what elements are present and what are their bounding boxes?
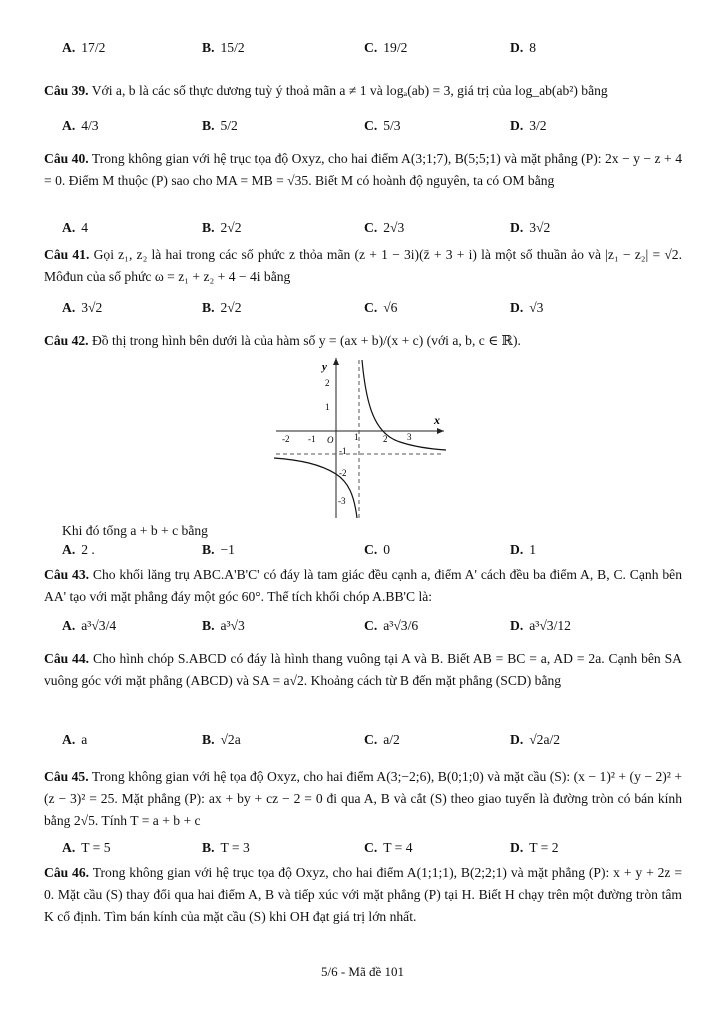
option-b: B. 5/2	[202, 118, 238, 133]
question-text: Trong không gian với hệ trục tọa độ Oxyz, cho hai điểm A(3;1;7), B(5;5;1) và mặt phẳng (P): 2x − y − z + 4 = 0. Điểm M thuộc (P) sao cho MA = MB = √35. Biết M có hoành độ nguyên, ta có OM bằng	[44, 151, 682, 188]
x-tick-label: 3	[407, 432, 412, 442]
q40-options	[62, 220, 682, 246]
option-a: A. 3√2	[62, 300, 103, 315]
question-43	[44, 564, 682, 608]
question-44	[44, 648, 682, 692]
option-b: B. 15/2	[202, 40, 245, 55]
question-text: Gọi z₁, z₂ là hai trong các số phức z thỏa mãn (z + 1 − 3i)(z̄ + 3 + i) là một số thuần ảo và |z₁ − z₂| = √2. Môđun của số phức ω = z₁ + z₂ + 4 − 4i bằng	[44, 247, 682, 284]
option-b: B. a³√3	[202, 618, 245, 633]
x-tick-label: -1	[308, 434, 316, 444]
q38-options	[62, 40, 682, 66]
option-a: A. 4	[62, 220, 89, 235]
question-40	[44, 148, 682, 192]
y-tick-label: -2	[339, 468, 347, 478]
option-c: C. T = 4	[364, 840, 413, 855]
question-text: Trong không gian với hệ tọa độ Oxyz, cho hai điểm A(3;−2;6), B(0;1;0) và mặt cầu (S): (x − 1)² + (y − 2)² + (z − 3)² = 25. Mặt phẳng (P): ax + by + cz − 2 = 0 đi qua A, B và cắt (S) theo giao tuyến là đường tròn có bán kính bằng 2√5. Tính T = a + b + c	[44, 769, 682, 828]
question-42-followup	[62, 520, 682, 542]
option-d: D. √2a/2	[510, 732, 561, 747]
y-tick-label: 2	[325, 378, 330, 388]
option-b: B. −1	[202, 542, 235, 557]
option-c: C. 0	[364, 542, 391, 557]
option-d: D. 8	[510, 40, 537, 55]
option-d: D. T = 2	[510, 840, 559, 855]
option-c: C. 19/2	[364, 40, 408, 55]
question-label: Câu 43.	[44, 567, 90, 582]
q39-options	[62, 118, 682, 144]
y-tick-label: -1	[339, 446, 347, 456]
option-b: B. T = 3	[202, 840, 250, 855]
q41-options	[62, 300, 682, 326]
option-d: D. 1	[510, 542, 537, 557]
option-c: C. 2√3	[364, 220, 405, 235]
y-tick-label: 1	[325, 402, 330, 412]
option-c: C. a³√3/6	[364, 618, 419, 633]
curve-right-branch	[362, 360, 446, 450]
question-text: Trong không gian với hệ trục tọa độ Oxyz, cho hai điểm A(1;1;1), B(2;2;1) và mặt phẳng (P): x + y + 2z = 0. Mặt cầu (S) thay đổi qua hai điểm A, B và tiếp xúc với mặt phẳng (P) tại H. Biết H chạy trên một đường tròn tâm K cố định. Tìm bán kính của mặt cầu (S) khi OH đạt giá trị lớn nhất.	[44, 865, 682, 924]
question-label: Câu 42.	[44, 333, 89, 348]
option-b: B. 2√2	[202, 220, 242, 235]
option-b: B. √2a	[202, 732, 241, 747]
x-tick-label: 1	[354, 432, 359, 442]
option-d: D. a³√3/12	[510, 618, 571, 633]
question-text: Đồ thị trong hình bên dưới là của hàm số y = (ax + b)/(x + c) (với a, b, c ∈ ℝ).	[91, 333, 521, 348]
option-a: A. 4/3	[62, 118, 99, 133]
q43-options	[62, 618, 682, 644]
question-label: Câu 45.	[44, 769, 89, 784]
x-tick-label: 2	[383, 434, 388, 444]
option-c: C. a/2	[364, 732, 400, 747]
question-label: Câu 39.	[44, 83, 89, 98]
option-d: D. 3/2	[510, 118, 547, 133]
question-41	[44, 244, 682, 288]
question-text: Cho hình chóp S.ABCD có đáy là hình thang vuông tại A và B. Biết AB = BC = a, AD = 2a. Cạnh bên SA vuông góc với mặt phẳng (ABCD) và SA = a√2. Khoảng cách từ B đến mặt phẳng (SCD) bằng	[44, 651, 682, 688]
q44-options	[62, 732, 682, 758]
x-tick-label: -2	[282, 434, 290, 444]
origin-label: O	[327, 435, 334, 445]
function-graph	[270, 354, 450, 522]
question-text: Khi đó tổng a + b + c bằng	[62, 523, 208, 538]
option-c: C. 5/3	[364, 118, 401, 133]
option-a: A. T = 5	[62, 840, 111, 855]
option-d: D. 3√2	[510, 220, 551, 235]
y-axis-arrow-icon	[333, 358, 339, 365]
x-axis-arrow-icon	[437, 428, 444, 434]
question-label: Câu 40.	[44, 151, 89, 166]
question-label: Câu 44.	[44, 651, 90, 666]
option-a: A. a³√3/4	[62, 618, 117, 633]
question-42	[44, 330, 682, 352]
option-a: A. a	[62, 732, 88, 747]
question-text: Với a, b là các số thực dương tuỳ ý thoả mãn a ≠ 1 và logₐ(ab) = 3, giá trị của log_ab(ab²) bằng	[91, 83, 608, 98]
question-label: Câu 46.	[44, 865, 90, 880]
option-c: C. √6	[364, 300, 398, 315]
question-46	[44, 862, 682, 928]
option-a: A. 17/2	[62, 40, 106, 55]
question-45	[44, 766, 682, 832]
curve-left-branch	[274, 458, 357, 518]
question-39	[44, 80, 682, 102]
question-text: Cho khối lăng trụ ABC.A'B'C' có đáy là tam giác đều cạnh a, điểm A' cách đều ba điểm A, B, C. Cạnh bên AA' tạo với mặt phẳng đáy một góc 60°. Thể tích khối chóp A.BB'C là:	[44, 567, 682, 604]
x-axis-label: x	[434, 413, 440, 427]
page-footer: 5/6 - Mã đề 101	[320, 964, 405, 979]
option-a: A. 2 .	[62, 542, 95, 557]
question-label: Câu 41.	[44, 247, 90, 262]
y-tick-label: -3	[338, 496, 346, 506]
y-axis-label: y	[322, 361, 327, 373]
option-d: D. √3	[510, 300, 544, 315]
option-b: B. 2√2	[202, 300, 242, 315]
